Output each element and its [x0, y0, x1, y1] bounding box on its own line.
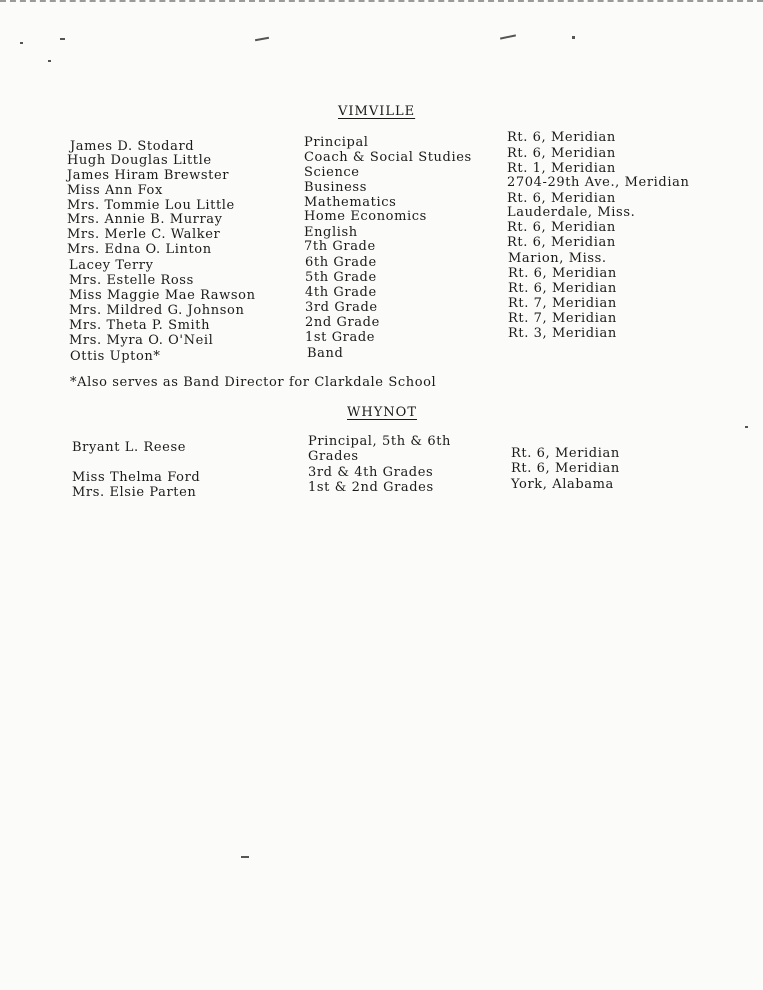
- staff-address: Rt. 1, Meridian: [507, 161, 616, 176]
- staff-row: [0, 296, 763, 318]
- staff-position: English: [304, 225, 358, 240]
- band-director-footnote: *Also serves as Band Director for Clarkdale School: [70, 375, 437, 390]
- staff-address: Rt. 6, Meridian: [508, 266, 617, 281]
- staff-address: Rt. 6, Meridian: [511, 461, 620, 476]
- staff-address: Rt. 6, Meridian: [507, 220, 616, 235]
- staff-address: Rt. 6, Meridian: [511, 446, 620, 461]
- scan-speck: [48, 60, 51, 62]
- staff-position: Science: [304, 165, 360, 180]
- staff-name: Mrs. Elsie Parten: [72, 485, 197, 500]
- staff-address: Rt. 6, Meridian: [507, 235, 616, 250]
- vimville-heading: VIMVILLE: [338, 104, 416, 119]
- scan-speck: [255, 37, 269, 41]
- staff-name: Mrs. Annie B. Murray: [67, 212, 223, 227]
- staff-position: 2nd Grade: [305, 315, 380, 330]
- staff-name: Miss Ann Fox: [67, 183, 163, 198]
- staff-name: James Hiram Brewster: [67, 168, 230, 183]
- whynot-heading: WHYNOT: [347, 405, 417, 420]
- staff-address: Rt. 7, Meridian: [508, 296, 617, 311]
- staff-address: Rt. 7, Meridian: [508, 311, 617, 326]
- staff-name: Mrs. Estelle Ross: [69, 273, 194, 288]
- page-top-edge: [0, 0, 763, 6]
- staff-name: Mrs. Edna O. Linton: [67, 242, 212, 257]
- staff-address: Lauderdale, Miss.: [507, 205, 636, 220]
- scan-speck: [500, 34, 516, 39]
- staff-row: [0, 266, 763, 288]
- staff-position: Band: [307, 346, 344, 361]
- staff-position: [308, 434, 451, 464]
- staff-address: Rt. 6, Meridian: [508, 281, 617, 296]
- staff-name: Mrs. Myra O. O'Neil: [69, 333, 214, 348]
- staff-name: Bryant L. Reese: [72, 440, 187, 455]
- staff-position: 5th Grade: [305, 270, 377, 285]
- staff-position: 3rd & 4th Grades: [308, 465, 434, 480]
- staff-row: [0, 281, 763, 303]
- staff-position-line: Principal, 5th & 6th: [308, 434, 451, 449]
- scan-speck: [241, 856, 249, 858]
- staff-row: [0, 220, 763, 242]
- staff-name: Lacey Terry: [69, 258, 154, 273]
- staff-row: [0, 311, 763, 333]
- staff-position: 1st & 2nd Grades: [308, 480, 434, 495]
- staff-row: [0, 326, 763, 348]
- scan-speck: [60, 38, 65, 40]
- staff-position: 6th Grade: [305, 255, 377, 270]
- staff-position: 3rd Grade: [305, 300, 378, 315]
- staff-name: Ottis Upton*: [70, 349, 161, 364]
- scan-speck: [745, 426, 748, 428]
- staff-name: Mrs. Mildred G. Johnson: [69, 303, 245, 318]
- staff-address: Rt. 6, Meridian: [507, 191, 616, 206]
- staff-address: York, Alabama: [511, 477, 614, 492]
- staff-name: Mrs. Theta P. Smith: [69, 318, 211, 333]
- staff-position: 4th Grade: [305, 285, 377, 300]
- staff-position: 1st Grade: [305, 330, 376, 345]
- staff-name: Mrs. Merle C. Walker: [67, 227, 221, 242]
- staff-name: Miss Thelma Ford: [72, 470, 201, 485]
- staff-name: Mrs. Tommie Lou Little: [67, 198, 235, 213]
- scan-speck: [572, 36, 575, 39]
- staff-address: 2704-29th Ave., Meridian: [507, 175, 690, 190]
- staff-row: [0, 346, 763, 364]
- staff-name: Hugh Douglas Little: [67, 153, 212, 168]
- staff-address: Rt. 3, Meridian: [508, 326, 617, 341]
- staff-position-line: Grades: [308, 449, 359, 464]
- scan-speck: [20, 42, 23, 44]
- staff-position: Mathematics: [304, 195, 397, 210]
- staff-name: James D. Stodard: [70, 139, 195, 154]
- staff-position: 7th Grade: [304, 239, 376, 254]
- staff-row: [0, 251, 763, 273]
- staff-address: Rt. 6, Meridian: [507, 130, 616, 145]
- staff-position: Home Economics: [304, 209, 427, 224]
- staff-position: Business: [304, 180, 367, 195]
- staff-position: Principal: [304, 135, 369, 150]
- staff-row: [0, 235, 763, 257]
- staff-address: Marion, Miss.: [508, 251, 607, 266]
- staff-name: Miss Maggie Mae Rawson: [69, 288, 256, 303]
- staff-address: Rt. 6, Meridian: [507, 146, 616, 161]
- staff-position: Coach & Social Studies: [304, 150, 472, 165]
